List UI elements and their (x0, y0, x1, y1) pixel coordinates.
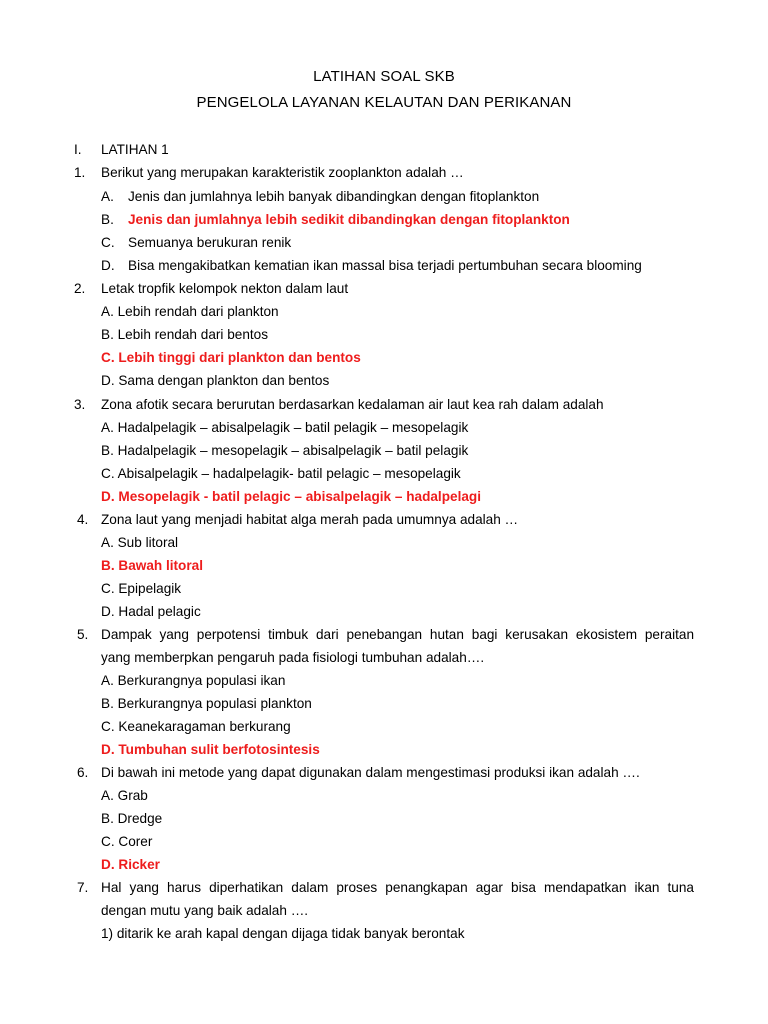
question-number-2: 2. (74, 281, 86, 296)
question-number-5: 5. (77, 627, 89, 642)
q1-option-d-text: Bisa mengakibatkan kematian ikan massal bisa terjadi pertumbuhan secara blooming (128, 258, 642, 273)
section-numeral: I. (74, 142, 82, 157)
question-number-4: 4. (77, 512, 89, 527)
q1-option-a-letter: A. (101, 189, 114, 204)
q2-option-b: B. Lebih rendah dari bentos (101, 327, 269, 342)
q1-option-b-answer: Jenis dan jumlahnya lebih sedikit dibandingkan dengan fitoplankton (128, 212, 570, 227)
q5-option-d-answer: D. Tumbuhan sulit berfotosintesis (101, 742, 320, 757)
q6-option-d-answer: D. Ricker (101, 857, 160, 872)
q2-option-d: D. Sama dengan plankton dan bentos (101, 373, 330, 388)
question-text-1: Berikut yang merupakan karakteristik zooplankton adalah … (101, 165, 464, 180)
q1-option-d-letter: D. (101, 258, 115, 273)
q3-option-d-answer: D. Mesopelagik - batil pelagic – abisalpelagik – hadalpelagi (101, 489, 481, 504)
question-number-1: 1. (74, 165, 86, 180)
question-text-5-line1: Dampak yang perpotensi timbuk dari penebangan hutan bagi kerusakan ekosistem peraitan (101, 627, 694, 642)
q1-option-c-letter: C. (101, 235, 115, 250)
document-title: LATIHAN SOAL SKB (313, 68, 455, 85)
q2-option-c-answer: C. Lebih tinggi dari plankton dan bentos (101, 350, 361, 365)
q4-option-a: A. Sub litoral (101, 535, 179, 550)
question-text-6: Di bawah ini metode yang dapat digunakan dalam mengestimasi produksi ikan adalah …. (101, 765, 640, 780)
question-text-7-line1: Hal yang harus diperhatikan dalam proses penangkapan agar bisa mendapatkan ikan tuna (101, 880, 694, 895)
q4-option-b-answer: B. Bawah litoral (101, 558, 203, 573)
question-number-3: 3. (74, 397, 86, 412)
question-text-2: Letak tropfik kelompok nekton dalam laut (101, 281, 349, 296)
q4-option-c: C. Epipelagik (101, 581, 182, 596)
q4-option-d: D. Hadal pelagic (101, 604, 201, 619)
q2-option-a: A. Lebih rendah dari plankton (101, 304, 279, 319)
q1-option-a-text: Jenis dan jumlahnya lebih banyak dibandingkan dengan fitoplankton (128, 189, 540, 204)
question-text-7-line2: dengan mutu yang baik adalah …. (101, 903, 309, 918)
q3-option-b: B. Hadalpelagik – mesopelagik – abisalpelagik – batil pelagik (101, 443, 469, 458)
question-text-4: Zona laut yang menjadi habitat alga merah pada umumnya adalah … (101, 512, 519, 527)
q6-option-a: A. Grab (101, 788, 148, 803)
q5-option-c: C. Keanekaragaman berkurang (101, 719, 291, 734)
q5-option-b: B. Berkurangnya populasi plankton (101, 696, 312, 711)
section-label: LATIHAN 1 (101, 142, 169, 157)
q6-option-b: B. Dredge (101, 811, 163, 826)
question-number-7: 7. (77, 880, 89, 895)
q3-option-a: A. Hadalpelagik – abisalpelagik – batil pelagik – mesopelagik (101, 420, 469, 435)
question-text-5-line2: yang memberpkan pengaruh pada fisiologi tumbuhan adalah…. (101, 650, 485, 665)
document-subtitle: PENGELOLA LAYANAN KELAUTAN DAN PERIKANAN (196, 94, 572, 111)
question-number-6: 6. (77, 765, 89, 780)
q5-option-a: A. Berkurangnya populasi ikan (101, 673, 286, 688)
q1-option-c-text: Semuanya berukuran renik (128, 235, 292, 250)
q3-option-c: C. Abisalpelagik – hadalpelagik- batil pelagic – mesopelagik (101, 466, 461, 481)
q7-item-1: 1) ditarik ke arah kapal dengan dijaga tidak banyak berontak (101, 926, 465, 941)
question-text-3: Zona afotik secara berurutan berdasarkan kedalaman air laut kea rah dalam adalah (101, 397, 604, 412)
q1-option-b-letter: B. (101, 212, 114, 227)
q6-option-c: C. Corer (101, 834, 153, 849)
